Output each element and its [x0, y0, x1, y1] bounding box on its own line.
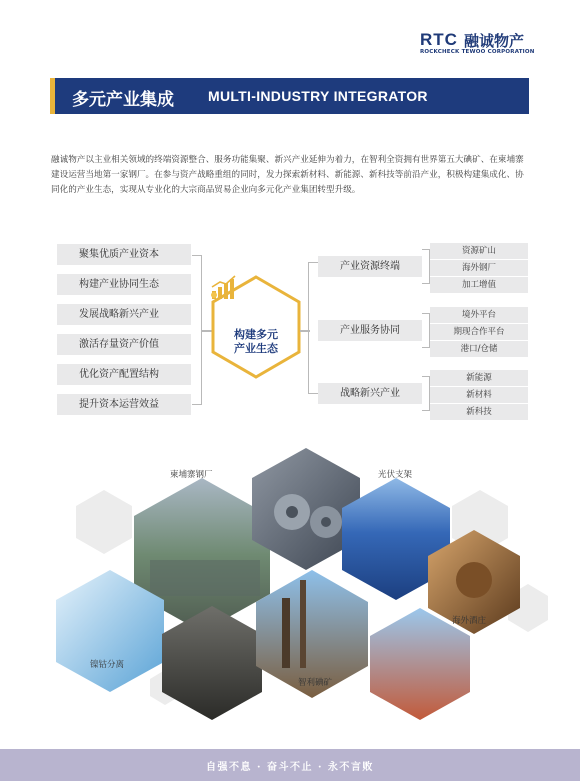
- center-label-line2: 产业生态: [234, 342, 278, 355]
- center-label-line1: 构建多元: [234, 328, 278, 341]
- sub-item: 期现合作平台: [430, 324, 528, 340]
- group-label: 产业资源终端: [318, 256, 422, 277]
- sub-item: 新科技: [430, 404, 528, 420]
- left-item: 激活存量资产价值: [57, 334, 191, 355]
- right-bracket: [308, 262, 318, 394]
- intro-paragraph: 融诚物产以主业相关领域的终端资源整合、服务功能集聚、新兴产业延伸为着力，在智利全资拥有世界第五大碘矿、在柬埔寨建设运营当地第一家钢厂。在参与资产战略重组的同时，发力探索新材料、新能源、新科技等前沿产业，积极构建集成化、协同化的产业生态，实现从专业化的大宗商品贸易企业向多元化产业集团转型升级。: [51, 155, 524, 195]
- left-item: 聚集优质产业资本: [57, 244, 191, 265]
- group-bracket: [422, 313, 430, 348]
- section-title-en: MULTI-INDUSTRY INTEGRATOR: [208, 88, 428, 104]
- center-label: [210, 328, 302, 356]
- sub-item: 新材料: [430, 387, 528, 403]
- caption-steel-plant: 柬埔寨钢厂: [170, 470, 213, 480]
- left-item: 提升资本运营效益: [57, 394, 191, 415]
- collage-hexagons: [0, 430, 580, 750]
- group-bracket: [422, 249, 430, 284]
- footer-slogan: 自强不息 · 奋斗不止 · 永不言败: [206, 762, 374, 773]
- caption-solar: 光伏支架: [378, 470, 413, 480]
- sub-item: 境外平台: [430, 307, 528, 323]
- center-hexagon: [210, 275, 302, 379]
- sub-item: 新能源: [430, 370, 528, 386]
- photo-collage: [0, 430, 580, 750]
- footer-band: [0, 749, 580, 781]
- left-item: 发展战略新兴产业: [57, 304, 191, 325]
- logo-name-cn: 融诚物产: [464, 32, 525, 50]
- group-label: 战略新兴产业: [318, 383, 422, 404]
- section-title-band: [50, 78, 529, 114]
- title-accent-bar: [50, 78, 55, 114]
- caption-cobalt: 镍钴分离: [90, 660, 125, 670]
- logo-name-en: ROCKCHECK TEWOO CORPORATION: [420, 49, 535, 55]
- company-logo: [420, 30, 542, 58]
- logo-mark: RTC: [420, 30, 458, 49]
- warehouse-photo: [162, 606, 262, 720]
- group-bracket: [422, 376, 430, 411]
- left-bracket: [192, 255, 202, 405]
- caption-winery: 海外酒庄: [452, 616, 487, 626]
- sub-item: 港口/仓储: [430, 341, 528, 357]
- sub-item: 海外钢厂: [430, 260, 528, 276]
- section-title-cn: 多元产业集成: [72, 90, 174, 110]
- sub-item: 加工增值: [430, 277, 528, 293]
- caption-iodine: 智利碘矿: [298, 678, 333, 688]
- sub-item: 资源矿山: [430, 243, 528, 259]
- growth-chart-icon: [210, 275, 238, 301]
- left-item: 优化资产配置结构: [57, 364, 191, 385]
- left-item: 构建产业协同生态: [57, 274, 191, 295]
- group-label: 产业服务协同: [318, 320, 422, 341]
